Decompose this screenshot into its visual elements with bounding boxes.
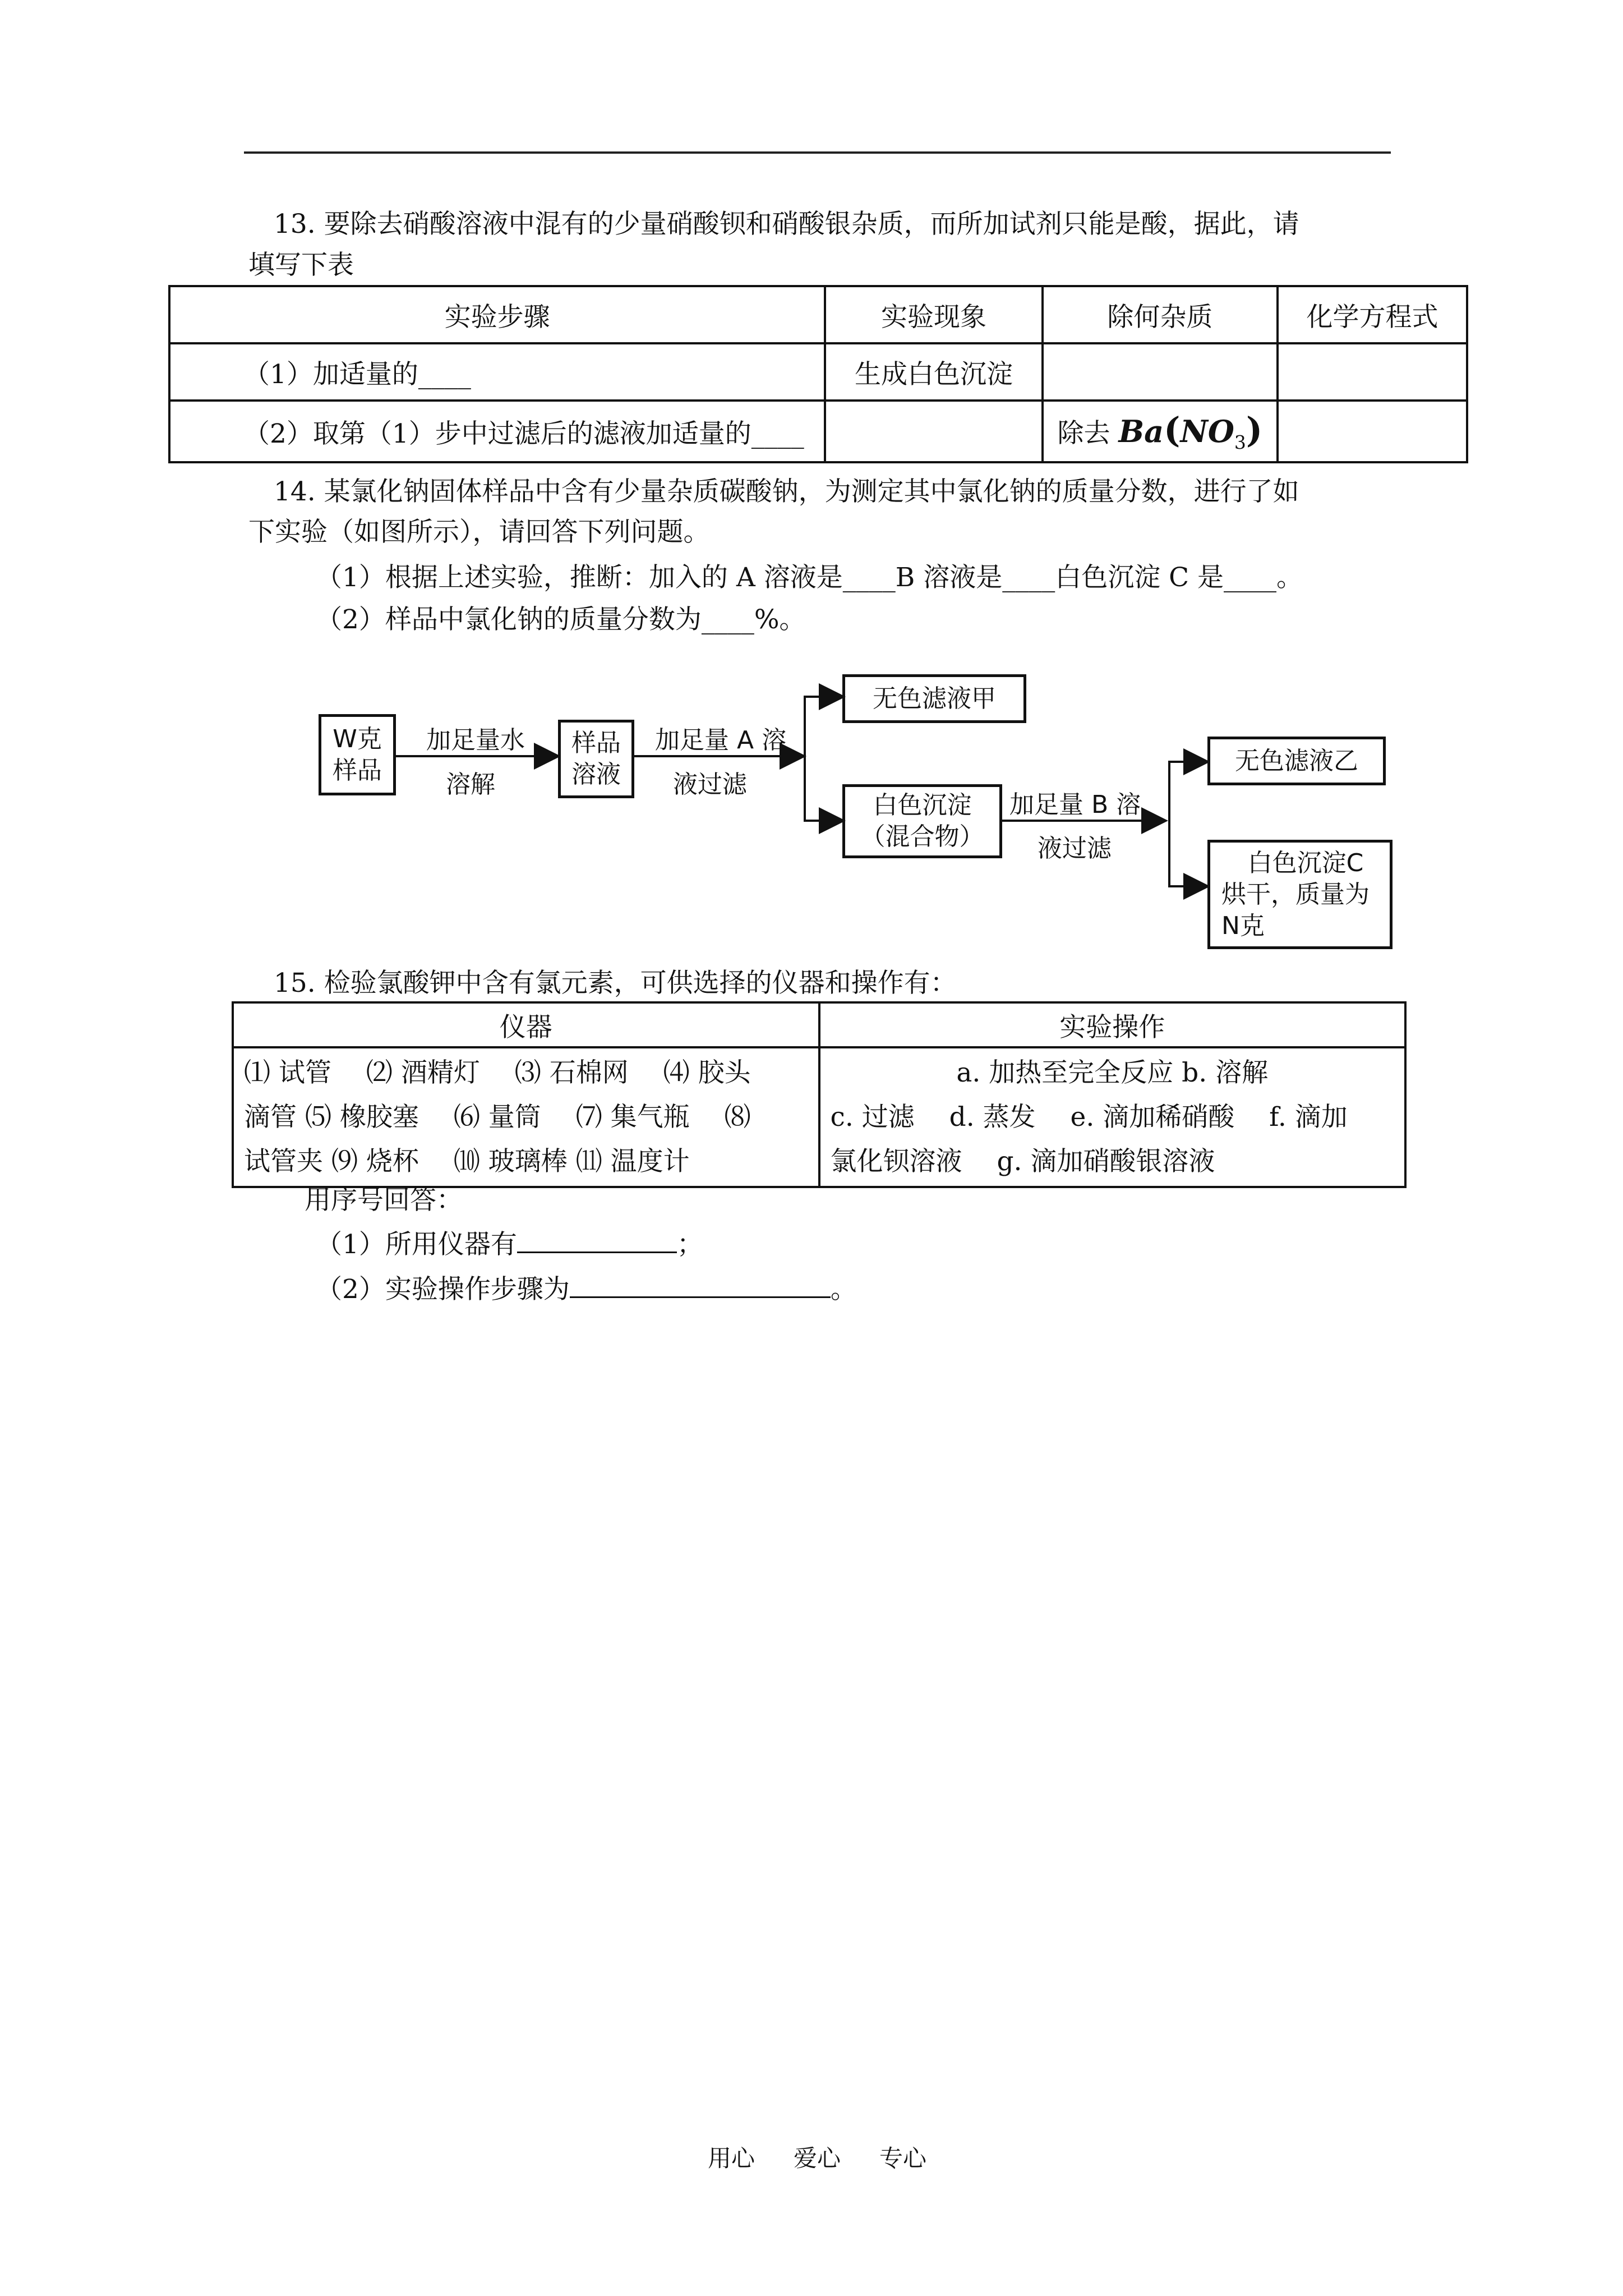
flow-box-sample-line1: W克 [333,724,382,753]
flow-box-solution [558,720,634,798]
flow-box-precipitate-line1: 白色沉淀 [873,791,972,820]
q15-answer1-label: （1）所用仪器有 [316,1229,517,1260]
q13-header-step: 实验步骤 [169,286,825,343]
q15-header-operations: 实验操作 [819,1002,1406,1047]
flow-arrows [0,0,1623,965]
q15-instruments-line1: ⑴ 试管 ⑵ 酒精灯 ⑶ 石棉网 ⑷ 胶头 [244,1057,751,1088]
footer-word-2: 爱心 [794,2145,841,2172]
flow-arrow2-bottom-label: 液过滤 [673,770,747,799]
q15-answer2-end: 。 [830,1274,857,1305]
formula-open-paren: ( [1164,409,1181,450]
q15-instruments-line2: 滴管 ⑸ 橡胶塞 ⑹ 量筒 ⑺ 集气瓶 ⑻ [244,1102,751,1133]
flow-arrow3-bottom-label: 液过滤 [1038,834,1112,863]
q15-table [232,1001,1407,1188]
q15-operations-line1: a. 加热至完全反应 b. 溶解 [956,1057,1269,1088]
q15-answer1-end: ； [676,1229,703,1260]
q15-instruments-line3: 试管夹 ⑼ 烧杯 ⑽ 玻璃棒 ⑾ 温度计 [244,1146,690,1177]
q13-text-line2: 填写下表 [248,250,354,280]
q14-text-line2: 下实验（如图所示），请回答下列问题。 [248,517,710,547]
q14-text-line1: 14. 某氯化钠固体样品中含有少量杂质碳酸钠，为测定其中氯化钠的质量分数，进行了如 [274,476,1299,507]
q15-answer1-blank[interactable] [517,1225,677,1253]
q15-answer1-line [316,1225,703,1264]
flow-box-precipitate-c [1207,840,1393,949]
flow-arrow3-top-label: 加足量 B 溶 [1009,790,1141,819]
q14-sub2: （2）样品中氯化钠的质量分数为____%。 [316,604,806,635]
flow-box-sample [319,714,396,795]
flow-arrow2-top-label: 加足量 A 溶 [655,726,787,754]
flow-box-precipitate-c-line3: N克 [1221,911,1265,940]
flow-box-precipitate-line2: （混合物） [860,822,984,851]
flow-box-filtrate-b-label: 无色滤液乙 [1235,746,1358,775]
flow-box-sample-line2: 样品 [333,756,382,785]
formula-ba: Ba [1118,413,1164,449]
q15-operations-line2: c. 过滤 d. 蒸发 e. 滴加稀硝酸 f. 滴加 [830,1102,1348,1133]
q15-operations-cell [819,1047,1406,1187]
formula-sub: 3 [1234,431,1246,453]
q15-answer2-blank[interactable] [570,1269,831,1298]
q13-row1-step: （1）加适量的____ [169,343,825,401]
q13-row1-phenomenon: 生成白色沉淀 [825,343,1043,401]
flow-box-precipitate-c-line2: 烘干，质量为 [1221,880,1370,909]
q13-header-equation: 化学方程式 [1278,286,1467,343]
flow-arrow1-top-label: 加足量水 [426,726,525,754]
q13-header-impurity: 除何杂质 [1043,286,1278,343]
flow-box-solution-line2: 溶液 [571,760,621,789]
q15-answer-intro: 用序号回答： [305,1185,463,1216]
q15-answer2-label: （2）实验操作步骤为 [316,1274,570,1305]
q13-row2-impurity-prefix: 除去 [1057,418,1110,449]
q15-operations-line3: 氯化钡溶液 g. 滴加硝酸银溶液 [830,1146,1215,1177]
q14-sub1: （1）根据上述实验，推断：加入的 A 溶液是____B 溶液是____白色沉淀 C 是____。 [316,562,1303,593]
footer-word-1: 用心 [708,2145,755,2172]
q13-header-phenomenon: 实验现象 [825,286,1043,343]
flow-arrow1-bottom-label: 溶解 [446,770,495,799]
flow-box-precipitate [842,784,1002,858]
flow-box-filtrate-b [1207,737,1386,785]
footer-word-3: 专心 [879,2145,927,2172]
flow-box-filtrate-a [842,674,1026,723]
formula-no: NO [1180,413,1234,449]
q15-text-line1: 15. 检验氯酸钾中含有氯元素，可供选择的仪器和操作有： [274,968,957,999]
q15-instruments-cell [233,1047,819,1187]
q15-header-instruments: 仪器 [233,1002,819,1047]
q15-answer2-line [316,1269,857,1309]
flow-box-precipitate-c-line1: 白色沉淀C [1247,848,1364,877]
formula-close-paren: ) [1246,409,1263,450]
flow-box-solution-line1: 样品 [571,729,621,757]
flow-box-filtrate-a-label: 无色滤液甲 [873,684,996,713]
q13-text-line1: 13. 要除去硝酸溶液中混有的少量硝酸钡和硝酸银杂质，而所加试剂只能是酸，据此，请 [274,209,1299,240]
q13-row2-step: （2）取第（1）步中过滤后的滤液加适量的____ [169,401,825,462]
